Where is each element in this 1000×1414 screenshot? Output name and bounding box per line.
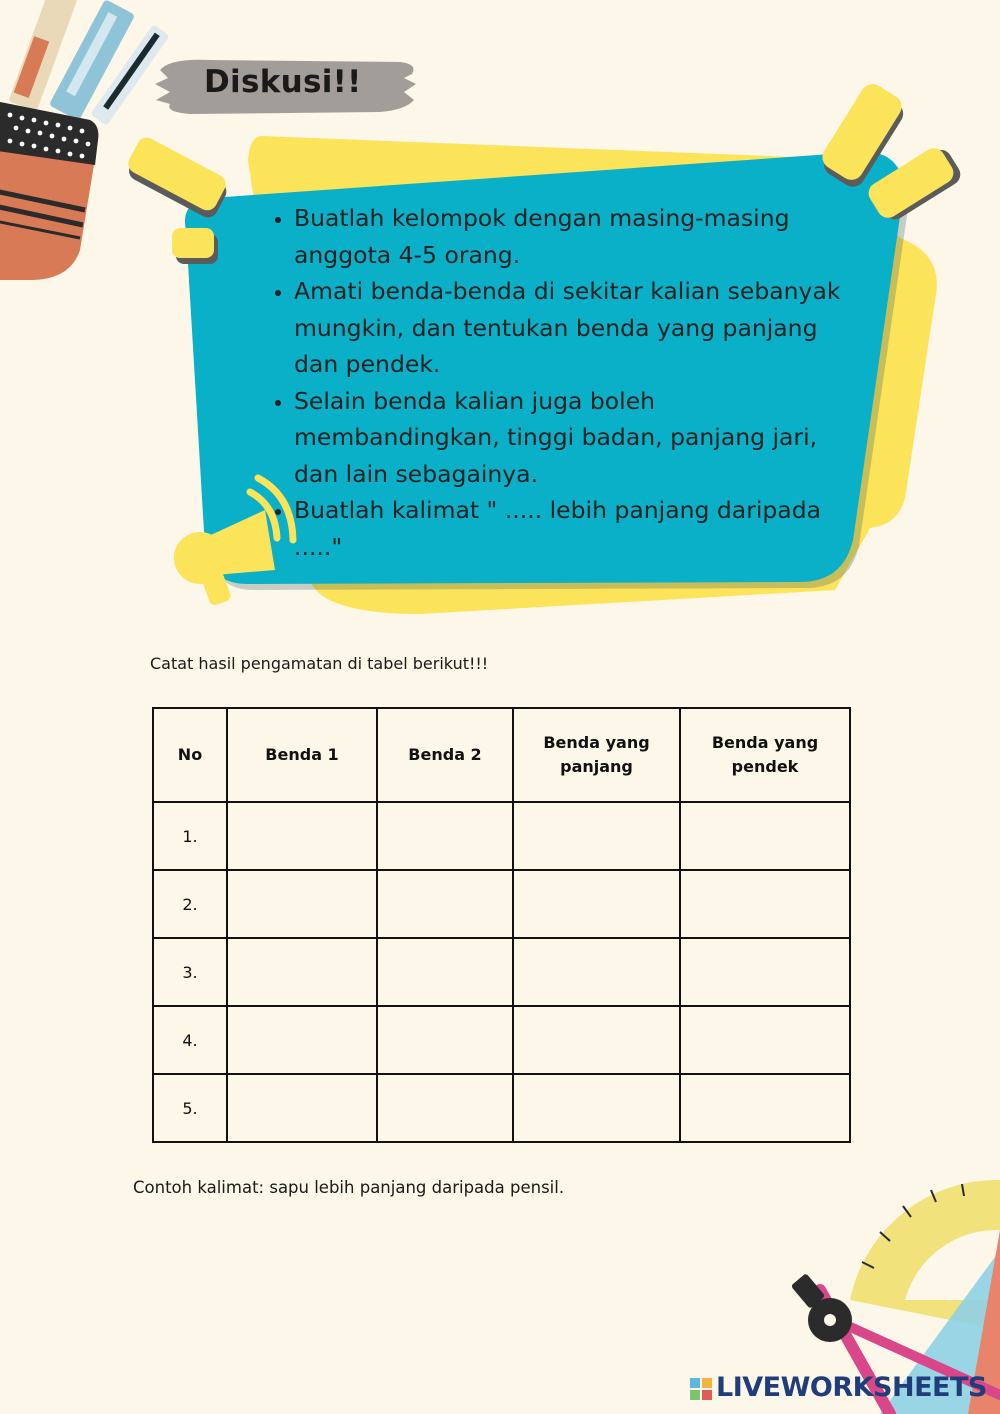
table-header-row: [153, 708, 850, 802]
benda-1-cell[interactable]: [227, 870, 377, 938]
observation-table: [152, 707, 851, 1143]
table-row: [153, 870, 850, 938]
watermark-text: LIVEWORKSHEETS: [716, 1372, 987, 1403]
benda-pendek-cell[interactable]: [680, 802, 850, 870]
benda-pendek-cell[interactable]: [680, 870, 850, 938]
header-benda-1: Benda 1: [227, 708, 377, 802]
benda-panjang-cell[interactable]: [513, 938, 680, 1006]
liveworksheets-watermark: [690, 1372, 987, 1403]
instruction-item: • Amati benda-benda di sekitar kalian sebanyak mungkin, dan tentukan benda yang panjang dan pendek.: [294, 273, 854, 383]
page-title: Diskusi!!: [204, 64, 362, 100]
header-benda-pendek: [680, 708, 850, 802]
instruction-item: • Buatlah kelompok dengan masing-masing anggota 4-5 orang.: [294, 200, 854, 273]
table-row: [153, 802, 850, 870]
benda-1-cell[interactable]: [227, 1074, 377, 1142]
benda-2-cell[interactable]: [377, 938, 513, 1006]
benda-pendek-cell[interactable]: [680, 938, 850, 1006]
benda-pendek-cell[interactable]: [680, 1006, 850, 1074]
table-row: [153, 1074, 850, 1142]
benda-2-cell[interactable]: [377, 1074, 513, 1142]
header-benda-2: Benda 2: [377, 708, 513, 802]
liveworksheets-logo-icon: [690, 1378, 712, 1400]
benda-2-cell[interactable]: [377, 1006, 513, 1074]
burst-strokes-left-icon: [125, 134, 230, 264]
table-row: [153, 1006, 850, 1074]
instruction-item: • Buatlah kalimat " ..... lebih panjang daripada .....": [294, 492, 854, 565]
benda-1-cell[interactable]: [227, 938, 377, 1006]
benda-panjang-cell[interactable]: [513, 870, 680, 938]
benda-panjang-cell[interactable]: [513, 1006, 680, 1074]
benda-pendek-cell[interactable]: [680, 1074, 850, 1142]
benda-panjang-cell[interactable]: [513, 802, 680, 870]
table-row: [153, 938, 850, 1006]
row-number: 4.: [153, 1006, 227, 1074]
row-number: 1.: [153, 802, 227, 870]
row-number: 3.: [153, 938, 227, 1006]
header-benda-panjang-label: Benda yang panjang: [543, 733, 650, 776]
header-benda-pendek-label: Benda yang pendek: [711, 733, 819, 776]
benda-2-cell[interactable]: [377, 870, 513, 938]
benda-1-cell[interactable]: [227, 802, 377, 870]
header-benda-panjang: [513, 708, 680, 802]
benda-1-cell[interactable]: [227, 1006, 377, 1074]
benda-panjang-cell[interactable]: [513, 1074, 680, 1142]
row-number: 2.: [153, 870, 227, 938]
benda-2-cell[interactable]: [377, 802, 513, 870]
instruction-item: • Selain benda kalian juga boleh membandingkan, tinggi badan, panjang jari, dan lain sebagainya.: [294, 383, 854, 493]
table-caption: Catat hasil pengamatan di tabel berikut!!!: [150, 654, 489, 673]
row-number: 5.: [153, 1074, 227, 1142]
header-no: No: [153, 708, 227, 802]
example-sentence: Contoh kalimat: sapu lebih panjang daripada pensil.: [133, 1178, 565, 1197]
instruction-list: [262, 200, 854, 565]
